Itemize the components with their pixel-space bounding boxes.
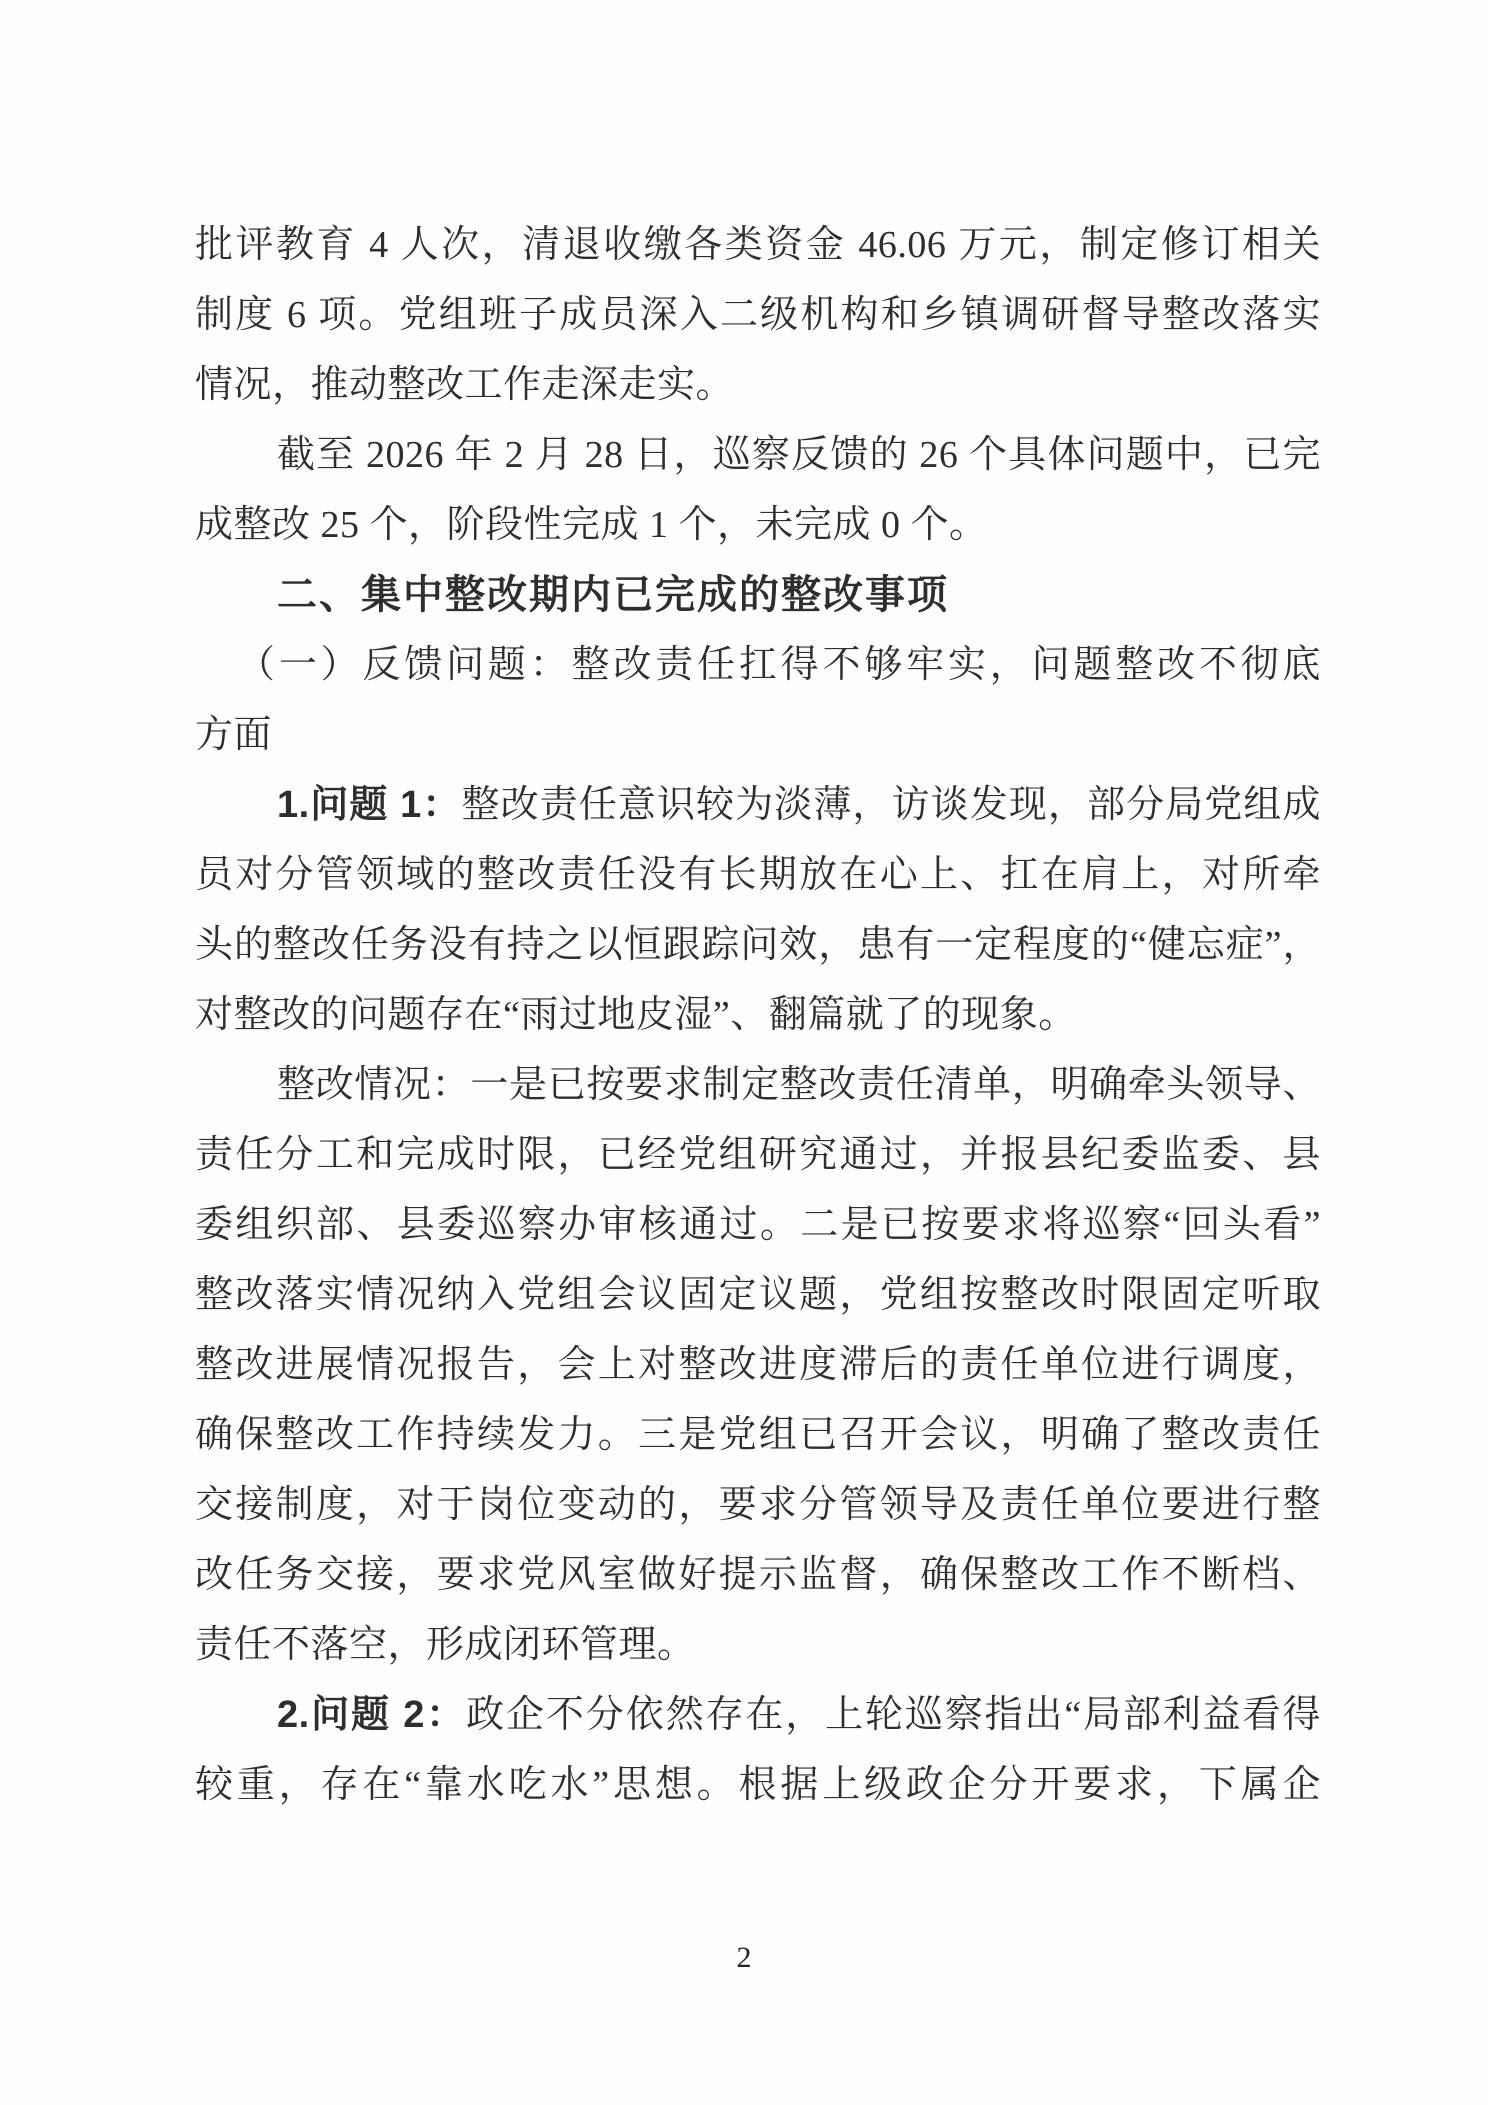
text-segment: 对整改的问题存在“雨过地皮湿”、翻篇就了的现象。 [195,994,1077,1036]
text-segment: 较重，存在“靠水吃水”思想。根据上级政企分开要求，下属企 [195,1764,1321,1806]
text-line [195,280,1321,350]
document-body [195,210,1321,1820]
text-line [195,700,1321,770]
text-segment: 员对分管领域的整改责任没有长期放在心上、扛在肩上，对所牵 [195,854,1321,896]
text-line [195,1400,1321,1470]
text-segment: 整改进展情况报告，会上对整改进度滞后的责任单位进行调度， [195,1344,1321,1386]
text-segment: （一）反馈问题：整改责任扛得不够牢实，问题整改不彻底 [237,644,1321,686]
text-line [195,1260,1321,1330]
text-segment: 截至 2026 年 2 月 28 日，巡察反馈的 26 个具体问题中，已完 [277,434,1321,476]
text-segment: 方面 [195,714,273,756]
text-segment: 头的整改任务没有持之以恒跟踪问效，患有一定程度的“健忘症”， [195,924,1321,966]
text-segment: 整改责任意识较为淡薄，访谈发现，部分局党组成 [461,784,1321,826]
text-segment: 批评教育 4 人次，清退收缴各类资金 46.06 万元，制定修订相关 [195,224,1321,266]
text-segment: 制度 6 项。党组班子成员深入二级机构和乡镇调研督导整改落实 [195,294,1321,336]
bold-label: 二、集中整改期内已完成的整改事项 [277,573,949,617]
text-line [195,1680,1321,1750]
text-line [195,840,1321,910]
bold-label: 2.问题 2： [277,1694,467,1736]
text-segment: 确保整改工作持续发力。三是党组已召开会议，明确了整改责任 [195,1414,1321,1456]
text-segment: 交接制度，对于岗位变动的，要求分管领导及责任单位要进行整 [195,1484,1321,1526]
text-line [195,490,1321,560]
text-segment: 政企不分依然存在，上轮巡察指出“局部利益看得 [466,1694,1322,1736]
text-line [195,1190,1321,1260]
text-segment: 成整改 25 个，阶段性完成 1 个，未完成 0 个。 [195,504,988,546]
text-line [195,210,1321,280]
text-line [195,1120,1321,1190]
text-segment: 整改情况：一是已按要求制定整改责任清单，明确牵头领导、 [277,1064,1321,1106]
text-line [195,1540,1321,1610]
text-segment: 责任分工和完成时限，已经党组研究通过，并报县纪委监委、县 [195,1134,1321,1176]
text-line [195,420,1321,490]
text-line [195,630,1321,700]
text-segment: 改任务交接，要求党风室做好提示监督，确保整改工作不断档、 [195,1554,1321,1596]
text-segment: 整改落实情况纳入党组会议固定议题，党组按整改时限固定听取 [195,1274,1321,1316]
text-line [195,350,1321,420]
bold-label: 1.问题 1： [277,784,462,826]
text-line [195,770,1321,840]
text-line [195,1750,1321,1820]
text-line [195,980,1321,1050]
text-segment: 责任不落空，形成闭环管理。 [195,1624,696,1666]
text-line [195,1050,1321,1120]
text-line [195,1610,1321,1680]
page-number: 2 [736,1941,752,1974]
text-segment: 委组织部、县委巡察办审核通过。二是已按要求将巡察“回头看” [195,1204,1321,1246]
text-line [195,1470,1321,1540]
text-segment: 情况，推动整改工作走深走实。 [195,364,735,406]
text-line [195,910,1321,980]
text-line [195,1330,1321,1400]
section-heading [195,560,1321,630]
